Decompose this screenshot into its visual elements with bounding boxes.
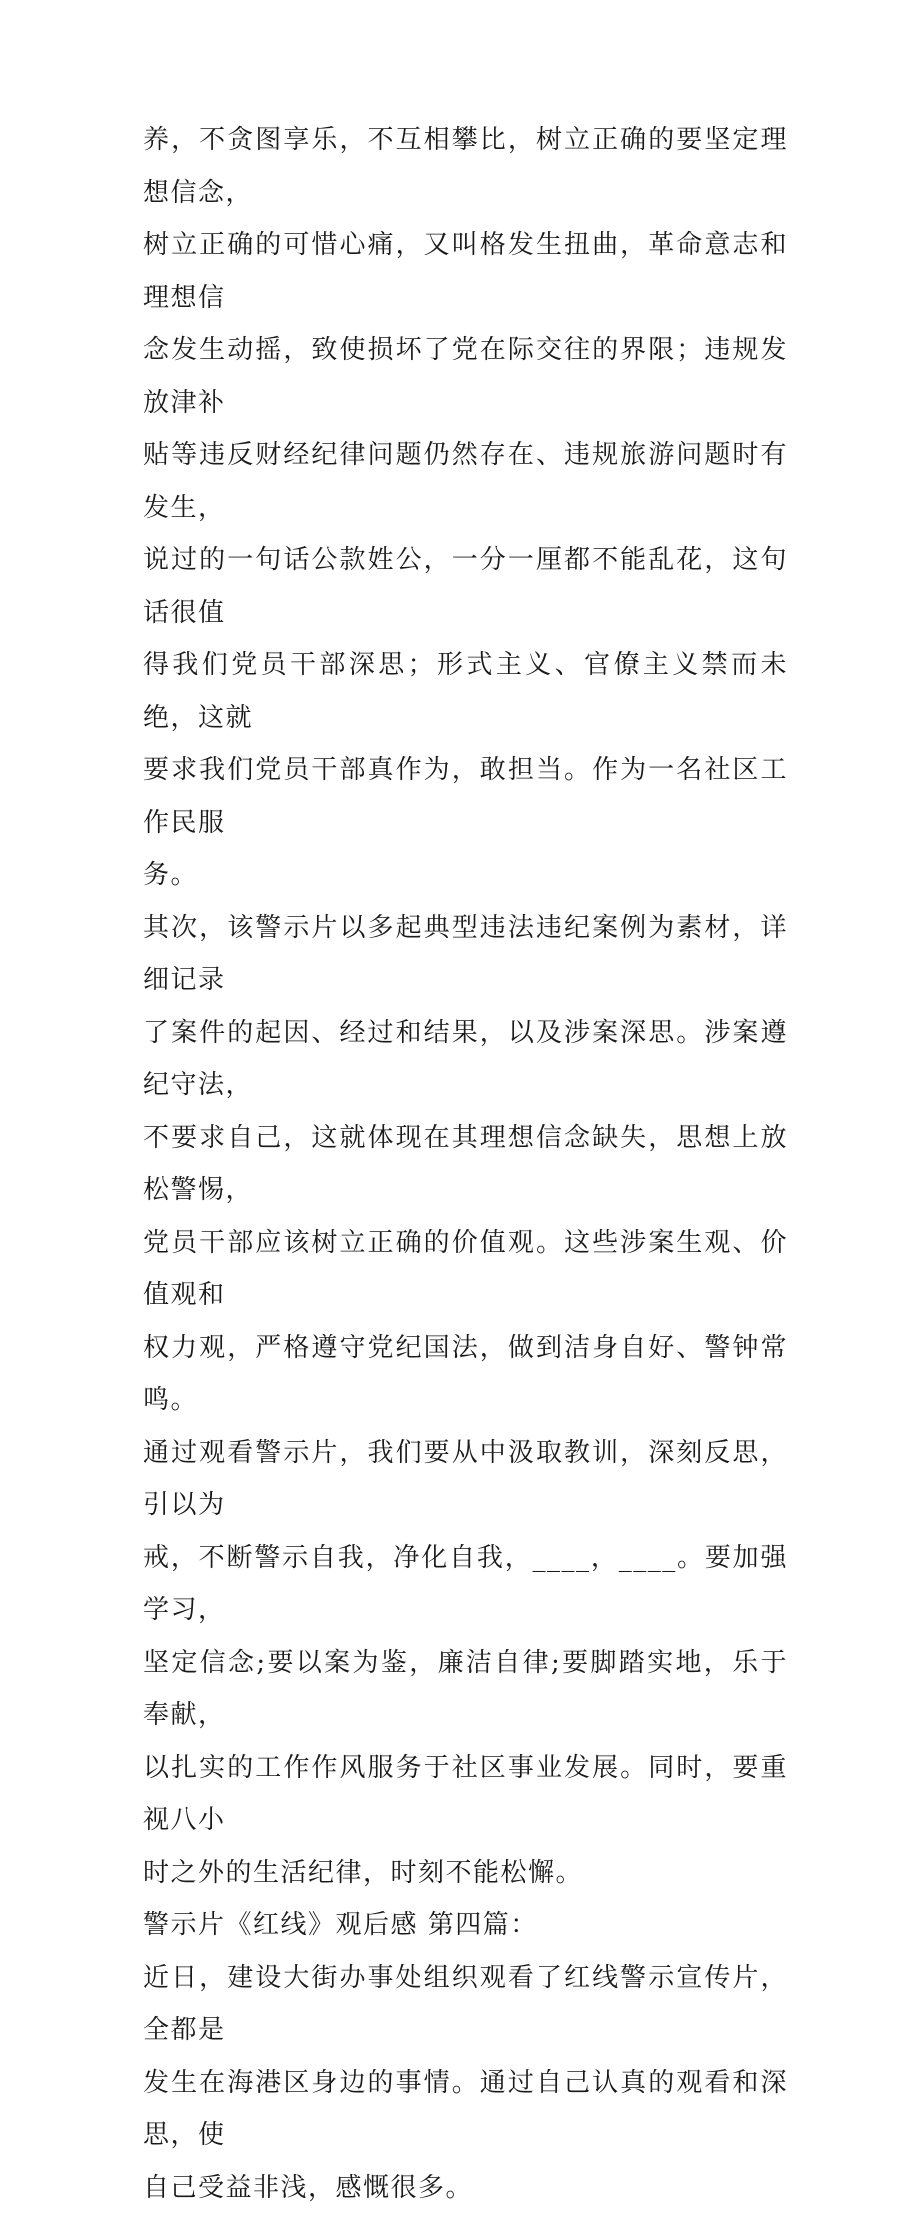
text-line: 了案件的起因、经过和结果，以及涉案深思。涉案遵纪守法， [143,1007,788,1112]
paragraph-4 [143,1952,788,2214]
text-line: 戒，不断警示自我，净化自我，____，____。要加强学习， [143,1532,788,1637]
text-line: 念发生动摇，致使损坏了党在际交往的界限；违规发放津补 [143,324,788,429]
text-line: 近日，建设大街办事处组织观看了红线警示宣传片，全都是 [143,1952,788,2057]
text-line: 得我们党员干部深思；形式主义、官僚主义禁而未绝，这就 [143,639,788,744]
text-line: 坚定信念;要以案为鉴，廉洁自律;要脚踏实地，乐于奉献， [143,1637,788,1742]
text-line: 自己受益非浅，感慨很多。 [143,2162,788,2214]
text-line: 说过的一句话公款姓公，一分一厘都不能乱花，这句话很值 [143,534,788,639]
text-line: 党员干部应该树立正确的价值观。这些涉案生观、价值观和 [143,1217,788,1322]
text-line: 树立正确的可惜心痛，又叫格发生扭曲，革命意志和理想信 [143,219,788,324]
paragraph-1 [143,114,788,902]
paragraph-2 [143,902,788,1427]
text-line: 不要求自己，这就体现在其理想信念缺失，思想上放松警惕， [143,1112,788,1217]
text-line: 发生在海港区身边的事情。通过自己认真的观看和深思，使 [143,2057,788,2162]
text-line: 权力观，严格遵守党纪国法，做到洁身自好、警钟常鸣。 [143,1322,788,1427]
text-line: 务。 [143,849,788,902]
section-heading: 警示片《红线》观后感 第四篇： [143,1899,788,1952]
text-line: 时之外的生活纪律，时刻不能松懈。 [143,1847,788,1900]
text-line: 通过观看警示片，我们要从中汲取教训，深刻反思，引以为 [143,1427,788,1532]
text-line: 其次，该警示片以多起典型违法违纪案例为素材，详细记录 [143,902,788,1007]
text-line: 以扎实的工作作风服务于社区事业发展。同时，要重视八小 [143,1742,788,1847]
text-line: 贴等违反财经纪律问题仍然存在、违规旅游问题时有发生， [143,429,788,534]
document-body [143,114,788,2214]
text-line: 养，不贪图享乐，不互相攀比，树立正确的要坚定理想信念， [143,114,788,219]
paragraph-3 [143,1427,788,1900]
text-line: 要求我们党员干部真作为，敢担当。作为一名社区工作民服 [143,744,788,849]
